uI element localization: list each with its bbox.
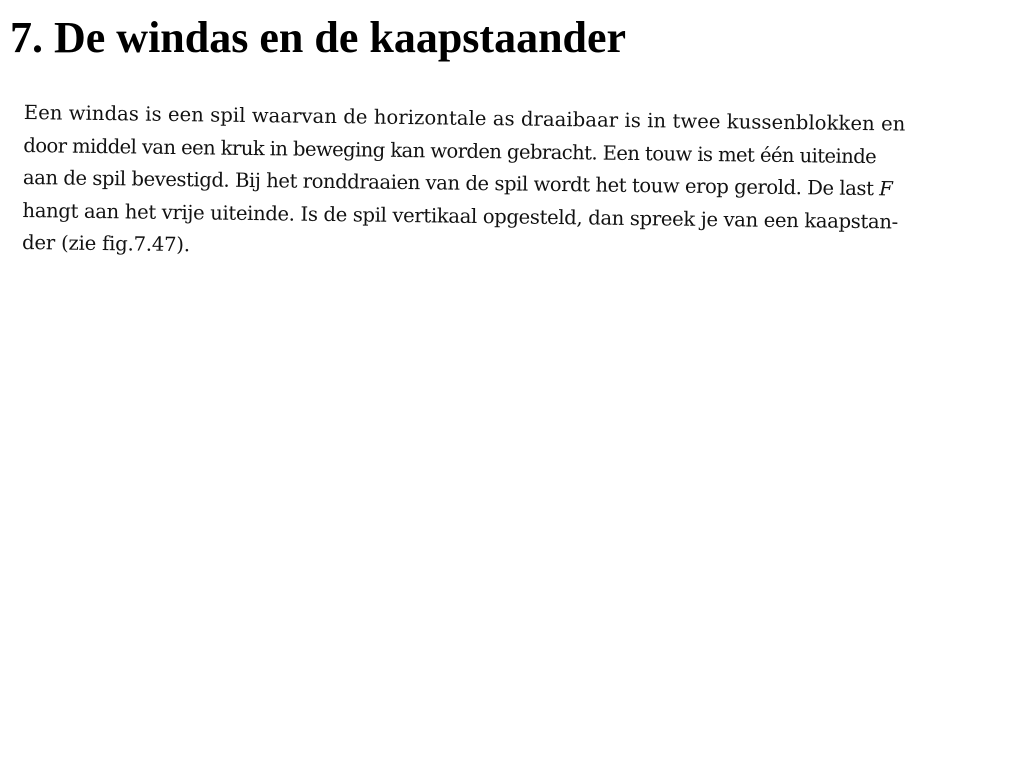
text-line-2: door middel van een kruk in beweging kan worden gebracht. Een touw is met één uiteinde [23,133,877,168]
text-line-3-content: aan de spil bevestigd. Bij het ronddraaien van de spil wordt het touw erop gerold. De last [22,165,874,201]
text-line-5: der (zie fig.7.47). [21,230,191,257]
text-line-1: Een windas is een spil waarvan de horizontale as draaibaar is in twee kussenblokken en [23,100,906,136]
slide-title: 7. De windas en de kaapstaander [10,13,627,62]
load-symbol: F [879,177,893,201]
scanned-text-block [22,97,990,280]
text-line-4: hangt aan het vrije uiteinde. Is de spil vertikaal opgesteld, dan spreek je van een kaapstan- [22,198,899,233]
